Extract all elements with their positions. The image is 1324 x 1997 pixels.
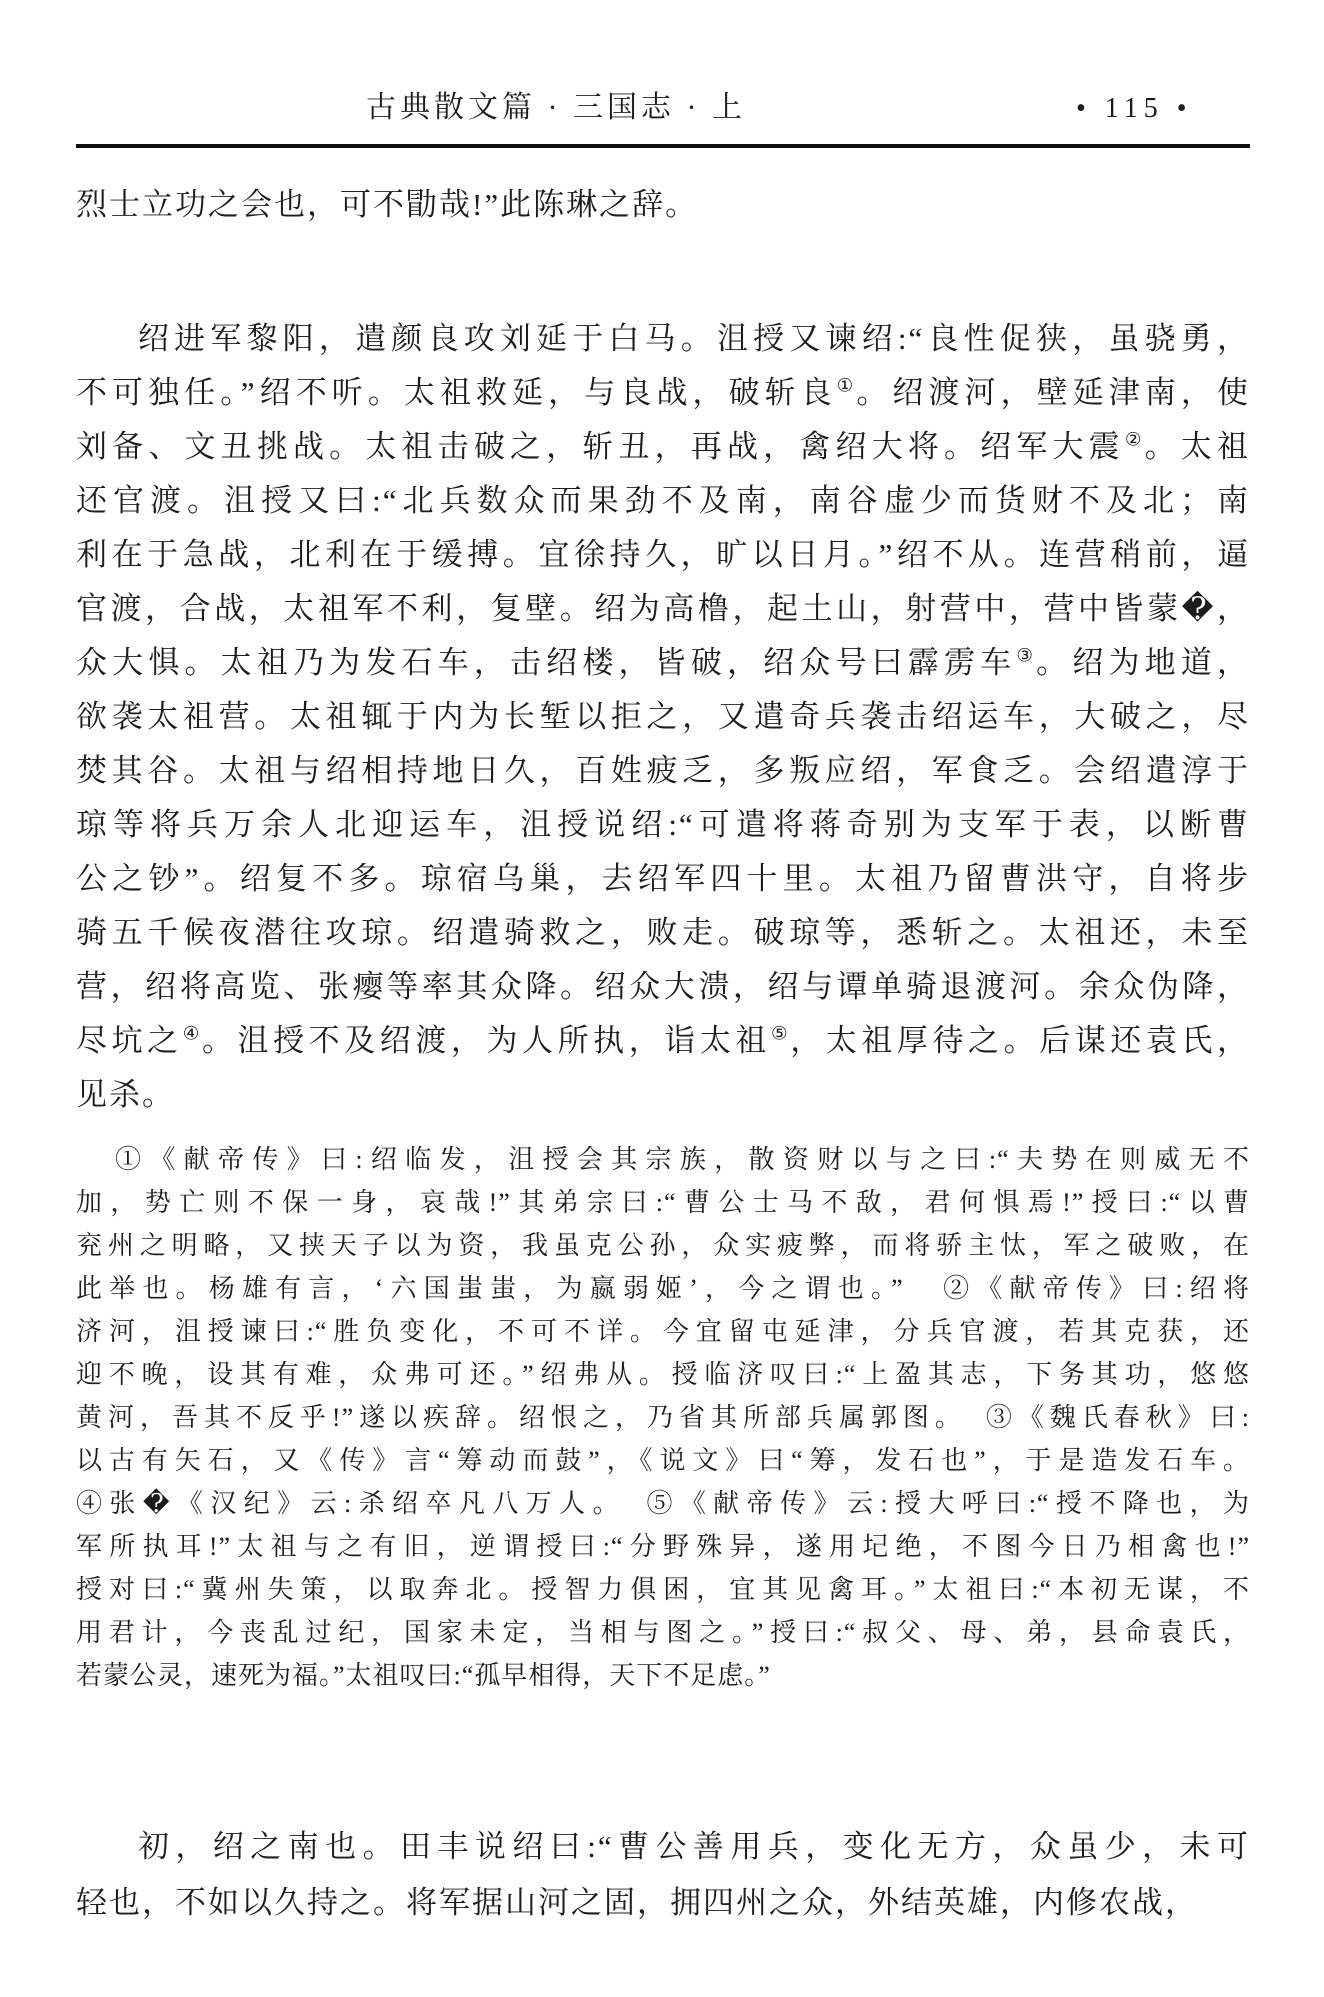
text-line: 琼等将兵万余人北迎运车，沮授说绍:“可遣将蒋奇别为支军于表，以断曹 <box>76 807 1250 842</box>
text-line: 骑五千候夜潜往攻琼。绍遣骑救之，败走。破琼等，悉斩之。太祖还，未至 <box>76 915 1250 950</box>
text-line: 加，势亡则不保一身，哀哉!”其弟宗曰:“曹公士马不敌，君何惧焉!”授曰:“以曹 <box>76 1188 1250 1217</box>
text-line: 焚其谷。太祖与绍相持地日久，百姓疲乏，多叛应绍，军食乏。会绍遣淳于 <box>76 753 1250 788</box>
text-line: 授对曰:“冀州失策，以取奔北。授智力俱困，宜其见禽耳。”太祖曰:“本初无谋，不 <box>76 1575 1250 1604</box>
page-header-title: 古典散文篇 · 三国志 · 上 <box>366 91 746 124</box>
text-line: 利在于急战，北利在于缓搏。宜徐持久，旷以日月。”绍不从。连营稍前，逼 <box>76 537 1250 572</box>
text-line: 刘备、文丑挑战。太祖击破之，斩丑，再战，禽绍大将。绍军大震②。太祖 <box>76 429 1251 464</box>
text-line: 若蒙公灵，速死为福。”太祖叹曰:“孤早相得，天下不足虑。” <box>76 1661 771 1690</box>
paragraph-intro <box>76 182 1250 228</box>
text-line: 军所执耳!”太祖与之有旧，逆谓授曰:“分野殊异，遂用圮绝，不图今日乃相禽也!” <box>76 1532 1250 1561</box>
text-line: 兖州之明略，又挟天子以为资，我虽克公孙，众实疲弊，而将骄主忲，军之破败，在 <box>76 1231 1250 1260</box>
text-line: 见杀。 <box>76 1077 175 1112</box>
text-line: 官渡，合战，太祖军不利，复壁。绍为高橹，起土山，射营中，营中皆蒙�， <box>76 591 1250 626</box>
text-line: 众大惧。太祖乃为发石车，击绍楼，皆破，绍众号曰霹雳车③。绍为地道， <box>76 645 1251 680</box>
text-line: 此举也。杨雄有言，‘六国蚩蚩，为嬴弱姬’，今之谓也。” ②《献帝传》曰:绍将 <box>76 1274 1250 1303</box>
page-header <box>76 88 1250 130</box>
page-number: • 115 • <box>1076 93 1193 124</box>
paragraph-main <box>76 312 1250 1122</box>
paragraph-closing <box>76 1819 1250 1931</box>
text-line: 黄河，吾其不反乎!”遂以疾辞。绍恨之，乃省其所部兵属郭图。 ③《魏氏春秋》曰: <box>76 1403 1250 1432</box>
text-line: 初，绍之南也。田丰说绍曰:“曹公善用兵，变化无方，众虽少，未可 <box>138 1829 1250 1864</box>
text-line: 轻也，不如以久持之。将军据山河之固，拥四州之众，外结英雄，内修农战， <box>76 1885 1198 1920</box>
text-line: 尽坑之④。沮授不及绍渡，为人所执，诣太祖⑤，太祖厚待之。后谋还袁氏， <box>76 1023 1251 1058</box>
text-line: 烈士立功之会也，可不勖哉!”此陈琳之辞。 <box>76 187 699 222</box>
header-rule <box>76 144 1250 148</box>
annotation-block <box>76 1138 1250 1697</box>
text-line: 公之钞”。绍复不多。琼宿乌巢，去绍军四十里。太祖乃留曹洪守，自将步 <box>76 861 1250 896</box>
text-line: ①《献帝传》曰:绍临发，沮授会其宗族，散资财以与之曰:“夫势在则威无不 <box>115 1145 1250 1174</box>
text-line: 迎不晚，设其有难，众弗可还。”绍弗从。授临济叹曰:“上盈其志，下务其功，悠悠 <box>76 1360 1250 1389</box>
text-line: 欲袭太祖营。太祖辄于内为长堑以拒之，又遣奇兵袭击绍运车，大破之，尽 <box>76 699 1250 734</box>
text-line: 不可独任。”绍不听。太祖救延，与良战，破斩良①。绍渡河，壁延津南，使 <box>76 375 1250 410</box>
text-line: 以古有矢石，又《传》言“筹动而鼓”，《说文》曰“筹，发石也”，于是造发石车。 <box>76 1446 1250 1475</box>
text-line: 济河，沮授谏曰:“胜负变化，不可不详。今宜留屯延津，分兵官渡，若其克获，还 <box>76 1317 1250 1346</box>
text-line: 绍进军黎阳，遣颜良攻刘延于白马。沮授又谏绍:“良性促狭，虽骁勇， <box>138 321 1250 356</box>
text-line: 还官渡。沮授又曰:“北兵数众而果劲不及南，南谷虚少而货财不及北；南 <box>76 483 1250 518</box>
text-line: ④张�《汉纪》云:杀绍卒凡八万人。 ⑤《献帝传》云:授大呼曰:“授不降也，为 <box>76 1489 1250 1518</box>
text-line: 营，绍将高览、张瘿等率其众降。绍众大溃，绍与谭单骑退渡河。余众伪降， <box>76 969 1250 1004</box>
text-line: 用君计，今丧乱过纪，国家未定，当相与图之。”授曰:“叔父、母、弟，县命袁氏， <box>76 1618 1250 1647</box>
